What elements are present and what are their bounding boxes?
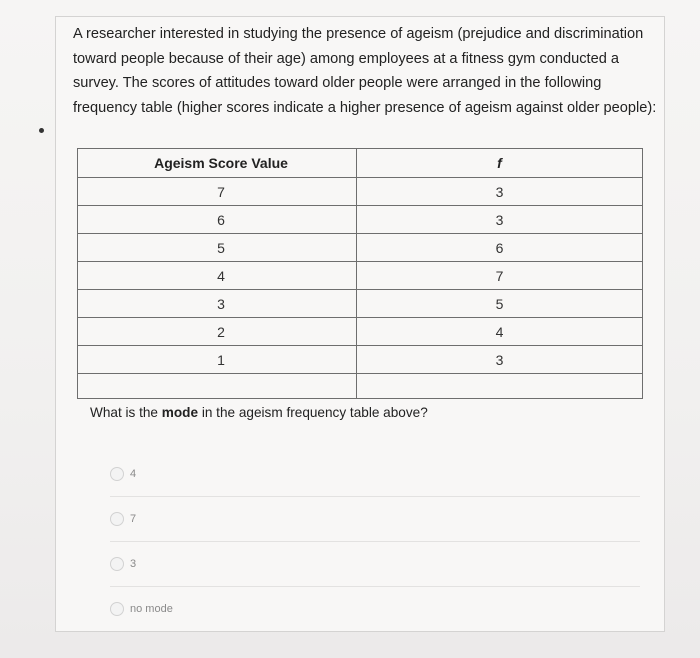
score-cell: 4 (78, 262, 357, 290)
score-cell: 2 (78, 318, 357, 346)
answer-label: 4 (130, 468, 137, 480)
empty-cell (78, 374, 357, 399)
table-row (78, 178, 643, 206)
radio-button[interactable] (110, 467, 124, 481)
answer-label: no mode (130, 603, 173, 615)
empty-cell (357, 374, 643, 399)
score-cell: 6 (78, 206, 357, 234)
frequency-cell: 7 (357, 262, 643, 290)
answer-option-4[interactable] (110, 452, 640, 497)
frequency-cell: 3 (357, 206, 643, 234)
table-row (78, 290, 643, 318)
score-cell: 3 (78, 290, 357, 318)
table-row (78, 318, 643, 346)
header-score: Ageism Score Value (78, 149, 357, 178)
header-frequency: f (357, 149, 643, 178)
score-cell: 5 (78, 234, 357, 262)
table-row (78, 206, 643, 234)
table-header-row (78, 149, 643, 178)
answer-label: 3 (130, 558, 137, 570)
question-text: A researcher interested in studying the presence of ageism (prejudice and discrimination toward people because of their age) among employees at a fitness gym conducted a survey. The scores of attitudes toward older people were arranged in the following frequency table (higher scores indicate a higher presence of ageism against older people): (73, 26, 657, 116)
frequency-cell: 3 (357, 178, 643, 206)
table-row (78, 346, 643, 374)
frequency-cell: 5 (357, 290, 643, 318)
score-cell: 7 (78, 178, 357, 206)
score-cell: 1 (78, 346, 357, 374)
table-row (78, 234, 643, 262)
prompt-emphasis: mode (161, 405, 199, 420)
frequency-cell: 4 (357, 318, 643, 346)
frequency-cell: 6 (357, 234, 643, 262)
answer-options (110, 452, 640, 631)
answer-option-no-mode[interactable] (110, 587, 640, 631)
frequency-cell: 3 (357, 346, 643, 374)
radio-button[interactable] (110, 512, 124, 526)
answer-label: 7 (130, 513, 137, 525)
radio-button[interactable] (110, 602, 124, 616)
frequency-table (77, 148, 643, 399)
answer-option-7[interactable] (110, 497, 640, 542)
radio-button[interactable] (110, 557, 124, 571)
table-row (78, 262, 643, 290)
table-empty-row (78, 374, 643, 399)
answer-option-3[interactable] (110, 542, 640, 587)
bullet-dot (39, 128, 44, 133)
mode-prompt: What is the mode in the ageism frequency table above? (90, 405, 428, 420)
